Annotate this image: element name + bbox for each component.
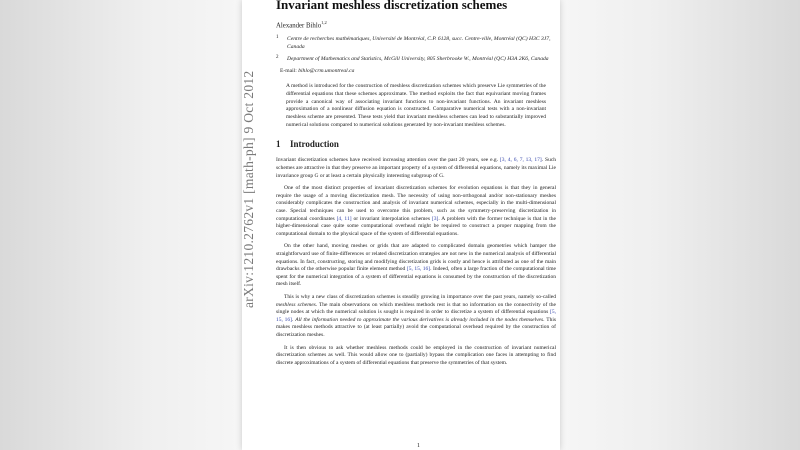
citation-link[interactable]: [5, 15, 16] <box>406 266 431 273</box>
paragraph-text: It is then obvious to ask whether meshless methods could be employed in the construction of invariant numerical discretization schemes as well. This would allow one to (partially) bypass the complication one faces in attempting to find discrete approximations of a system of differential equations that preserve the symmetries of that system. <box>276 344 556 366</box>
paragraph-4 <box>276 294 556 340</box>
affiliation-1 <box>276 35 556 51</box>
paragraph-text: . <box>292 316 296 323</box>
paper-title: Invariant meshless discretization schemes <box>276 0 508 12</box>
author-name: Alexander Bihlo <box>276 22 322 30</box>
citation-link[interactable]: [3] <box>431 215 439 222</box>
paragraph-text: One of the most distinct properties of invariant discretization schemes for evolution equations is that they in general require the usage of a moving discretization mesh. The necessity of using non-orthogonal and/or non-stationary meshes considerably complicates the construction and analysis of invariant numerical schemes, especially in the multi-dimensional case. Special techniques can be used to overcome this problem, such as the symmetry-preserving discretization in computational coordinates <box>276 185 556 222</box>
paper-page <box>242 0 560 450</box>
paragraph-text: . The main observations on which meshless methods rest is that no information on the connectivity of the single nodes at which the numerical solution is sought is required in order to discretize a system of differential equations <box>276 301 556 316</box>
page-number: 1 <box>417 443 420 449</box>
email-address[interactable]: bihlo@crm.umontreal.ca <box>298 68 355 75</box>
paragraph-1 <box>276 157 556 180</box>
page-content <box>276 0 556 367</box>
abstract: A method is introduced for the construction of meshless discretization schemes which preserve Lie symmetries of the differential equations that these schemes approximate. The method exploits the fact that equivariant moving frames provide a canonical way of associating invariant functions to non-invariant functions. An invariant meshless approximation of a nonlinear diffusion equation is constructed. Comparative numerical tests with a non-invariant meshless scheme are presented. These tests yield that invariant meshless schemes can lead to substantially improved numerical solutions compared to numerical solutions generated by non-invariant meshless schemes. <box>286 83 546 128</box>
paragraph-text: On the other hand, moving meshes or grids that are adapted to complicated domain geometries which hamper the straightforward use of finite-differences or related discretization strategies are not new in the numerical analysis of differential equations. In fact, constructing, storing and modifying discretization grids is costly and hence is attributed as one of the main drawbacks of the otherwise popular finite element method <box>276 243 556 273</box>
right-backdrop <box>560 0 800 450</box>
left-backdrop <box>0 0 242 450</box>
email-line <box>276 68 556 74</box>
author-line <box>276 20 556 29</box>
citation-link[interactable]: [5, 15, 16] <box>276 309 556 323</box>
email-label: E-mail: <box>280 68 297 75</box>
citation-link[interactable]: [3, 4, 6, 7, 13, 17] <box>499 157 542 164</box>
paragraph-text: . A problem with the former technique is that in the higher-dimensional case quite some computational overhead might be required to construct a proper mapping from the computational domain to the physical space of the system of differential equations. <box>276 215 556 237</box>
emphasis-text: meshless schemes <box>276 301 316 308</box>
paragraph-text: . Indeed, often a large fraction of the computational time spent for the numerical integration of a system of differential equations is consumed by the construction of the discretization mesh itself. <box>276 266 556 288</box>
arxiv-stamp <box>238 70 262 308</box>
paragraph-3 <box>276 243 556 289</box>
affiliation-2-mark: 2 <box>276 55 279 61</box>
paragraph-text: . This makes meshless methods attractive to (at least partially) avoid the computational overhead required by the construction of discretization meshes. <box>276 316 557 338</box>
paragraph-text: . Such schemes are attractive in that they preserve an important property of a system of differential equations, namely its maximal Lie invariance group G or at least a certain physically interesting subgroup of G. <box>276 157 557 179</box>
affiliation-1-mark: 1 <box>276 35 279 41</box>
arxiv-stamp-text: arXiv:1210.2762v1 [math-ph] 9 Oct 2012 <box>241 70 256 308</box>
paragraph-text: This is why a new class of discretization schemes is steadily growing in importance over the past years, namely so-called <box>284 293 556 300</box>
paragraph-text: Invariant discretization schemes have received increasing attention over the past 20 years, see e.g. <box>276 157 500 164</box>
paragraph-5 <box>276 345 556 368</box>
author-marks: 1,2 <box>321 20 327 25</box>
affiliation-2-text: Department of Mathematics and Statistics, McGill University, 805 Sherbrooke W., Montréal (QC) H3A 2K6, Canada <box>287 56 549 63</box>
affiliation-2 <box>276 55 556 63</box>
paragraph-text: or invariant interpolation schemes <box>351 215 432 222</box>
section-number: 1 <box>276 139 281 150</box>
section-title: Introduction <box>290 139 339 150</box>
paragraph-2 <box>276 185 556 238</box>
affiliation-1-text: Centre de recherches mathématiques, Université de Montréal, C.P. 6128, succ. Centre-ville, Montréal (QC) H3C 3J7, Canada <box>287 36 551 51</box>
emphasis-text: All the information needed to approximate the various derivatives is already included in the nodes themselves <box>295 316 544 323</box>
citation-link[interactable]: [4, 11] <box>336 215 352 222</box>
section-heading <box>276 139 556 149</box>
